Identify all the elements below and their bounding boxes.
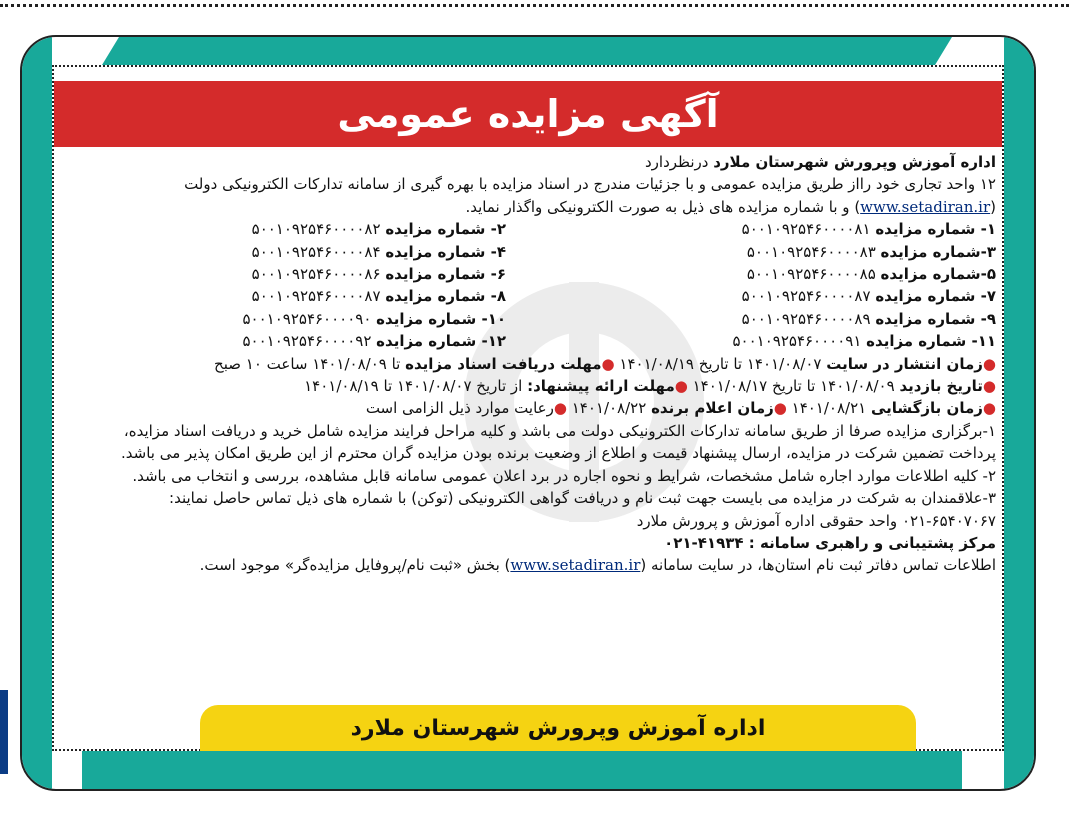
intro-line-3: (www.setadiran.ir) و با شماره مزایده های ذیل به صورت الکترونیکی واگذار نماید. [465, 197, 996, 216]
bullet-icon: ● [982, 377, 996, 396]
intro-line-2: ۱۲ واحد تجاری خود رااز طریق مزایده عمومی و با جزئیات مندرج در اسناد مزایده با بهره گیری از سامانه تدارکات الکترونیکی دولت [184, 175, 996, 194]
auction-item: ۱۱- شماره مزایده ۵۰۰۱۰۹۲۵۴۶۰۰۰۰۹۱ [732, 332, 996, 351]
support-center-line: مرکز پشتیبانی و راهبری سامانه : ۴۱۹۳۴-۰۲۱ [664, 533, 996, 552]
auction-item: ۵-شماره مزایده ۵۰۰۱۰۹۲۵۴۶۰۰۰۰۸۵ [746, 265, 996, 284]
auction-item: ۴- شماره مزایده ۵۰۰۱۰۹۲۵۴۶۰۰۰۰۸۴ [251, 242, 506, 261]
bullet-icon: ● [601, 354, 615, 373]
term-line: ۲- کلیه اطلاعات موارد اجاره شامل مشخصات، شرایط و نحوه اجاره در برد اعلان عمومی سامانه قابل مشاهده، بررسی و انتخاب می باشد. [132, 466, 996, 485]
top-dotted-border [0, 4, 1069, 7]
notice-frame [20, 35, 1036, 791]
auction-item: ۸- شماره مزایده ۵۰۰۱۰۹۲۵۴۶۰۰۰۰۸۷ [251, 287, 506, 306]
org-name: اداره آموزش وپرورش شهرستان ملارد [713, 153, 996, 171]
auction-numbers-row [60, 241, 996, 263]
footer-org-name: اداره آموزش وپرورش شهرستان ملارد [350, 715, 766, 741]
term-line: ۳-علاقمندان به شرکت در مزایده می بایست جهت ثبت نام و دریافت گواهی الکترونیکی (توکن) با شماره های ذیل تماس حاصل نمایند: [169, 489, 996, 508]
term-line: ۰۲۱-۶۵۴۰۷۰۶۷ واحد حقوقی اداره آموزش و پرورش ملارد [636, 511, 996, 530]
auction-numbers-row [60, 285, 996, 307]
setadiran-link[interactable]: www.setadiran.ir [860, 197, 991, 216]
auction-numbers-row [60, 263, 996, 285]
bullet-icon: ● [982, 399, 996, 418]
bullet-icon: ● [773, 399, 787, 418]
bullet-icon: ● [982, 354, 996, 373]
title-banner [54, 81, 1002, 147]
opening-dates-line: ●زمان بازگشایی ۱۴۰۱/۰۸/۲۱ ●زمان اعلام برنده ۱۴۰۱/۰۸/۲۲ ●رعایت موارد ذیل الزامی است [365, 399, 996, 418]
teal-bottom-band [82, 749, 962, 789]
notice-content [52, 65, 1004, 751]
auction-numbers-row [60, 218, 996, 240]
auction-numbers-row [60, 308, 996, 330]
auction-item: ۱۲- شماره مزایده ۵۰۰۱۰۹۲۵۴۶۰۰۰۰۹۲ [242, 332, 506, 351]
auction-item: ۱- شماره مزایده ۵۰۰۱۰۹۲۵۴۶۰۰۰۰۸۱ [741, 220, 996, 239]
teal-top-band [102, 37, 952, 65]
auction-numbers-row [60, 330, 996, 352]
teal-side-left [22, 37, 52, 789]
footer-banner [200, 705, 916, 751]
page-title: آگهی مزایده عمومی [337, 92, 719, 136]
setadiran-link-2[interactable]: www.setadiran.ir [510, 556, 641, 575]
contact-line: اطلاعات تماس دفاتر ثبت نام استان‌ها، در سایت سامانه (www.setadiran.ir) بخش «ثبت نام/پروفایل مزایده‌گر» موجود است. [199, 556, 996, 575]
visit-dates-line: ●تاریخ بازدید ۱۴۰۱/۰۸/۰۹ تا تاریخ ۱۴۰۱/۰۸/۱۷ ●مهلت ارائه پیشنهاد: از تاریخ ۱۴۰۱/۰۸/۰۷ تا ۱۴۰۱/۰۸/۱۹ [304, 377, 996, 396]
left-edge-tab [0, 690, 8, 774]
term-line: پرداخت تضمین شرکت در مزایده، ارسال پیشنهاد قیمت و اطلاع از وضعیت برنده بودن مزایده گران محترم از این طریق امکان پذیر می باشد. [121, 444, 996, 463]
auction-item: ۶- شماره مزایده ۵۰۰۱۰۹۲۵۴۶۰۰۰۰۸۶ [251, 265, 506, 284]
auction-item: ۳-شماره مزایده ۵۰۰۱۰۹۲۵۴۶۰۰۰۰۸۳ [746, 242, 996, 261]
teal-side-right [1004, 37, 1034, 789]
auction-item: ۹- شماره مزایده ۵۰۰۱۰۹۲۵۴۶۰۰۰۰۸۹ [741, 309, 996, 328]
auction-item: ۲- شماره مزایده ۵۰۰۱۰۹۲۵۴۶۰۰۰۰۸۲ [251, 220, 506, 239]
notice-body [60, 151, 996, 577]
term-line: ۱-برگزاری مزایده صرفا از طریق سامانه تدارکات الکترونیکی دولت می باشد و کلیه مراحل فرایند مزایده شامل خرید و دریافت اسناد مزایده، [123, 421, 996, 440]
bullet-icon: ● [674, 377, 688, 396]
bullet-icon: ● [553, 399, 567, 418]
publish-dates-line: ●زمان انتشار در سایت ۱۴۰۱/۰۸/۰۷ تا تاریخ ۱۴۰۱/۰۸/۱۹ ●مهلت دریافت اسناد مزایده تا ۱۴۰۱/۰۸/۰۹ ساعت ۱۰ صبح [214, 354, 996, 373]
auction-item: ۱۰- شماره مزایده ۵۰۰۱۰۹۲۵۴۶۰۰۰۰۹۰ [242, 309, 506, 328]
intro-line-1: اداره آموزش وپرورش شهرستان ملارد درنظردارد [644, 153, 996, 171]
auction-item: ۷- شماره مزایده ۵۰۰۱۰۹۲۵۴۶۰۰۰۰۸۷ [741, 287, 996, 306]
